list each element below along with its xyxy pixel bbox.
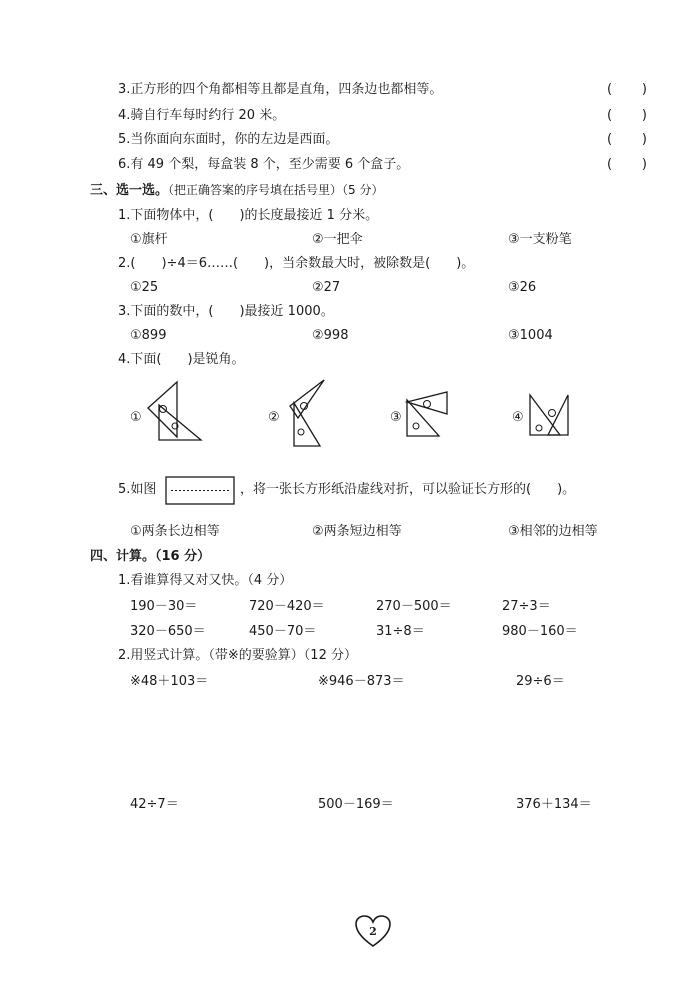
- figure-label: ③: [390, 410, 402, 425]
- option[interactable]: ①旗杆: [130, 232, 168, 247]
- option[interactable]: ③1004: [508, 328, 553, 343]
- q4-1-title: 1.看谁算得又对又快。（4 分）: [118, 573, 293, 588]
- figure-label: ①: [130, 410, 142, 425]
- vertical-calc-item[interactable]: ※946－873＝: [318, 674, 405, 689]
- q3-3-text: 3.下面的数中，( )最接近 1000。: [118, 304, 334, 319]
- figure-label: ②: [268, 410, 280, 425]
- mental-math-item[interactable]: 190－30＝: [130, 599, 198, 614]
- option[interactable]: ②998: [312, 328, 349, 343]
- vertical-calc-item[interactable]: 500－169＝: [318, 797, 394, 812]
- vertical-calc-item[interactable]: 42÷7＝: [130, 797, 179, 812]
- triangle-ruler-figure[interactable]: [405, 390, 455, 440]
- rectangle-fold-figure: [165, 476, 237, 506]
- section-note: （把正确答案的序号填在括号里）（5 分）: [168, 183, 384, 197]
- heart-page-badge: [355, 915, 391, 949]
- mental-math-item[interactable]: 980－160＝: [502, 624, 578, 639]
- option[interactable]: ②27: [312, 280, 341, 295]
- mental-math-item[interactable]: 320－650＝: [130, 624, 206, 639]
- q3-5-suffix: ，将一张长方形纸沿虚线对折，可以验证长方形的( )。: [240, 482, 576, 497]
- option[interactable]: ③相邻的边相等: [508, 524, 598, 539]
- judge-item-5: 5.当你面向东面时，你的左边是西面。: [118, 132, 339, 147]
- option[interactable]: ②两条短边相等: [312, 524, 402, 539]
- q3-5-prefix: 5.如图: [118, 482, 157, 497]
- option[interactable]: ①899: [130, 328, 167, 343]
- mental-math-item[interactable]: 27÷3＝: [502, 599, 551, 614]
- judge-item-4: 4.骑自行车每时约行 20 米。: [118, 108, 286, 123]
- option[interactable]: ②一把伞: [312, 232, 363, 247]
- option[interactable]: ①两条长边相等: [130, 524, 220, 539]
- section-4-title: 四、计算。（16 分）: [90, 549, 211, 564]
- mental-math-item[interactable]: 720－420＝: [249, 599, 325, 614]
- q3-1-text: 1.下面物体中，( )的长度最接近 1 分米。: [118, 208, 379, 223]
- triangle-ruler-figure[interactable]: [528, 393, 573, 443]
- triangle-ruler-figure[interactable]: [147, 380, 207, 445]
- page-number: 2: [369, 925, 377, 938]
- judge-item-6: 6.有 49 个梨，每盒装 8 个，至少需要 6 个盒子。: [118, 157, 410, 172]
- figure-label: ④: [512, 410, 524, 425]
- mental-math-item[interactable]: 31÷8＝: [376, 624, 425, 639]
- vertical-calc-item[interactable]: ※48＋103＝: [130, 674, 209, 689]
- mental-math-item[interactable]: 270－500＝: [376, 599, 452, 614]
- q3-4-text: 4.下面( )是锐角。: [118, 352, 245, 367]
- triangle-ruler-figure[interactable]: [288, 378, 343, 450]
- vertical-calc-item[interactable]: 376＋134＝: [516, 797, 592, 812]
- option[interactable]: ③26: [508, 280, 537, 295]
- option[interactable]: ①25: [130, 280, 159, 295]
- mental-math-item[interactable]: 450－70＝: [249, 624, 317, 639]
- section-title: 三、选一选。: [90, 183, 169, 198]
- option[interactable]: ③一支粉笔: [508, 232, 572, 247]
- q3-2-text: 2.( )÷4＝6……( )，当余数最大时，被除数是( )。: [118, 256, 475, 271]
- section-3-heading: [90, 182, 383, 199]
- worksheet-page: 3.正方形的四个角都相等且都是直角，四条边也都相等。 ( ) 4.骑自行车每时约行 20 米。 ( ) 5.当你面向东面时，你的左边是西面。 ( ) 6.有 49 个梨，每盒装 8 个，至少需要 6 个盒子。 ( ) 三、选一选。（把正确答案的序号填在括号里）（5 分） 1.下面物体中，( )的长度最接近 1 分米。 ①旗杆 ②一把伞 ③一支粉笔 2.( )÷4＝6……( )，当余数最大时，被除数是( )。 ①25 ②27 ③26 3.下面的数中，( )最接近 1000。 ①899 ②998 ③1004 4.下面( )是锐角。 ① ② ③ ④ 5.如图 ，将一张长方形纸沿虚线对折，可以验证长方形的( )。 ①两条长边相等 ②两条短边相等 ③相邻的边相等 四、计算。（16 分） 1.看谁算得又对又快。（4 分） 190－30＝ 720－420＝ 270－500＝ 27÷3＝ 320－650＝ 450－70＝ 31÷8＝ 980－160＝ 2.用竖式计算。（带※的要验算）（12 分） ※48＋103＝ ※946－873＝ 29÷6＝ 42÷7＝ 500－169＝ 376＋134＝ 2: [0, 0, 700, 990]
- judge-item-3: 3.正方形的四个角都相等且都是直角，四条边也都相等。: [118, 82, 443, 97]
- vertical-calc-item[interactable]: 29÷6＝: [516, 674, 565, 689]
- q4-2-title: 2.用竖式计算。（带※的要验算）（12 分）: [118, 648, 357, 663]
